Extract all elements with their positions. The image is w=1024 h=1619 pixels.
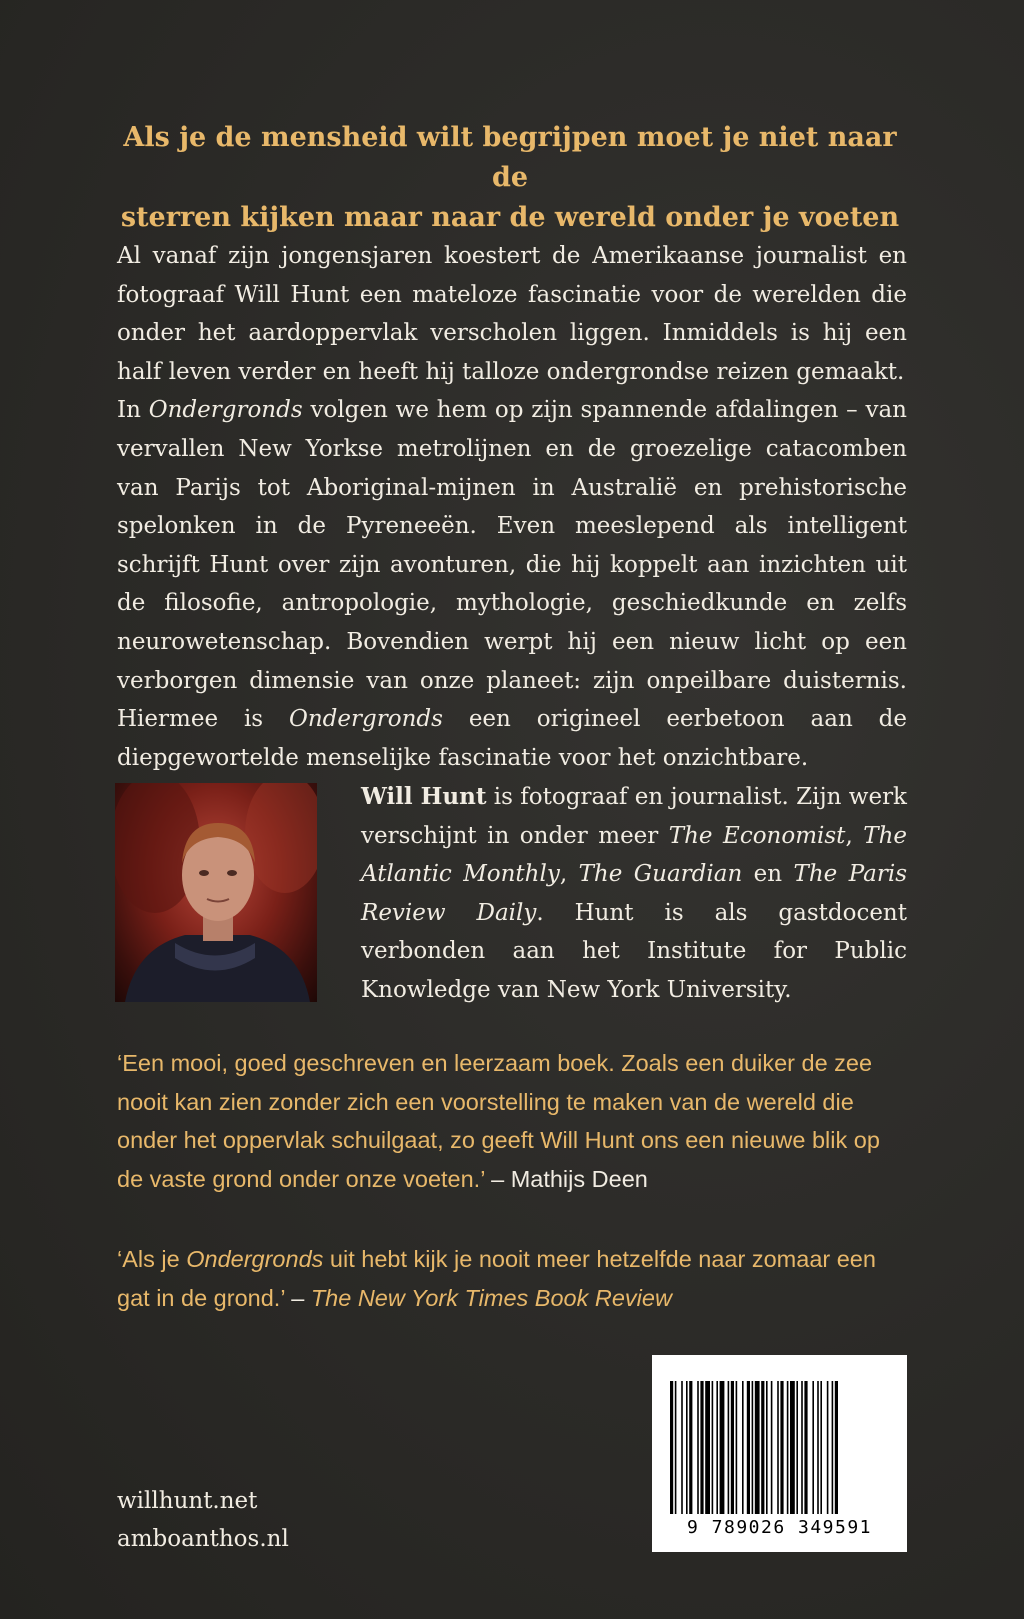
barcode-bar: [675, 1381, 677, 1514]
barcode-bar: [790, 1381, 795, 1514]
barcode-bar: [777, 1381, 779, 1514]
barcode-bar: [681, 1381, 683, 1514]
barcode-bar: [787, 1381, 789, 1514]
headline-line-2: sterren kijken maar naar de wereld onder je voeten: [120, 202, 900, 233]
bio-text: . Hunt is als gastdocent verbonden aan het Institute for Public Knowledge van New York University.: [361, 899, 907, 1003]
barcode-bar: [817, 1381, 819, 1514]
barcode-bar: [804, 1381, 807, 1514]
barcode-bar: [780, 1381, 783, 1514]
author-photo: [115, 783, 317, 1002]
quote-attribution: – Mathijs Deen: [484, 1165, 648, 1192]
publisher-website-link[interactable]: amboanthos.nl: [117, 1526, 289, 1552]
publication-title: The Atlantic Monthly: [361, 822, 908, 888]
blurb-paragraph-2: [117, 391, 907, 777]
headline-line-1: Als je de mensheid wilt begrijpen moet je niet naar de: [123, 122, 897, 193]
publication-title: The Economist: [668, 822, 846, 849]
barcode-bar: [747, 1381, 750, 1514]
barcode-bar: [820, 1381, 822, 1514]
author-bio: [361, 778, 907, 1010]
book-title: Ondergronds: [289, 706, 443, 733]
barcode-bar: [670, 1381, 673, 1514]
barcode-bar: [731, 1381, 734, 1514]
review-quote-1: [117, 1044, 907, 1198]
bio-text: is fotograaf en journalist. Zijn werk verschijnt in onder meer: [361, 784, 907, 849]
blurb-text: In: [117, 397, 149, 424]
headline: [115, 118, 905, 238]
barcode-bar: [716, 1381, 718, 1514]
book-title: Ondergronds: [148, 397, 303, 424]
quote-text: ‘Een mooi, goed geschreven en leerzaam boek. Zoals een duiker de zee nooit kan zien zonder zich een voorstelling te maken van de wereld die onder het oppervlak schuilgaat, zo geeft Will Hunt ons een nieuwe blik op de vaste grond onder onze voeten.’: [117, 1050, 880, 1192]
quote-text: uit hebt kijk je nooit meer hetzelfde naar zomaar een gat in de grond.’: [117, 1246, 876, 1311]
book-title: Ondergronds: [186, 1246, 324, 1272]
barcode-bar: [728, 1381, 730, 1514]
barcode-bar: [796, 1381, 798, 1514]
barcode-bar: [742, 1381, 744, 1514]
barcode-bar: [705, 1381, 710, 1514]
publication-title: The Paris Review Daily: [361, 861, 908, 926]
barcode-bar: [761, 1381, 764, 1514]
barcode-bar: [720, 1381, 725, 1514]
barcode-bar: [736, 1381, 738, 1514]
quote-dash: –: [284, 1284, 311, 1311]
quote-text: ‘Als je: [117, 1246, 187, 1272]
barcode-bar: [801, 1381, 803, 1514]
barcode-bar: [689, 1381, 692, 1514]
barcode-bar: [700, 1381, 703, 1514]
barcode-bar: [766, 1381, 768, 1514]
blurb: [117, 237, 907, 777]
quote-source: The New York Times Book Review: [310, 1284, 672, 1311]
barcode-bar: [835, 1381, 838, 1514]
author-name: Will Hunt: [361, 783, 487, 810]
barcode-bar: [697, 1381, 699, 1514]
bio-text: ,: [845, 822, 864, 849]
barcode-bar: [686, 1381, 688, 1514]
barcode-bar: [755, 1381, 760, 1514]
web-links: [117, 1482, 289, 1558]
barcode-bar: [712, 1381, 714, 1514]
isbn-number: 9 789026 349591: [686, 1517, 873, 1538]
bio-text: ,: [559, 861, 579, 888]
barcode-bar: [832, 1381, 834, 1514]
review-quote-2: [117, 1240, 907, 1317]
bio-text: en: [742, 861, 794, 888]
publication-title: The Guardian: [578, 861, 743, 888]
author-website-link[interactable]: willhunt.net: [117, 1488, 258, 1514]
blurb-text: een origineel eerbetoon aan de diepgewortelde menselijke fascinatie voor het onzichtbare.: [117, 706, 907, 771]
barcode: [652, 1355, 907, 1552]
blurb-text: volgen we hem op zijn spannende afdalingen – van vervallen New Yorkse metrolijnen en de groezelige catacomben van Parijs tot Aboriginal-mijnen in Australië en prehistorische spelonken in de Pyreneeën. Even meeslepend als intelligent schrijft Hunt over zijn avonturen, die hij koppelt aan inzichten uit de filosofie, antropologie, mythologie, geschiedkunde en zelfs neurowetenschap. Bovendien werpt hij een nieuw licht op een verborgen dimensie van onze planeet: zijn onpeilbare duisternis. Hiermee is: [117, 397, 907, 733]
barcode-bar: [752, 1381, 754, 1514]
blurb-paragraph-1: Al vanaf zijn jongensjaren koestert de Amerikaanse journalist en fotograaf Will Hunt een mateloze fascinatie voor de werelden die onder het aardoppervlak verscholen liggen. Inmiddels is hij een half leven verder en heeft hij talloze ondergrondse reizen gemaakt.: [117, 243, 907, 385]
barcode-bar: [771, 1381, 773, 1514]
barcode-bar: [812, 1381, 814, 1514]
barcode-bar: [827, 1381, 829, 1514]
